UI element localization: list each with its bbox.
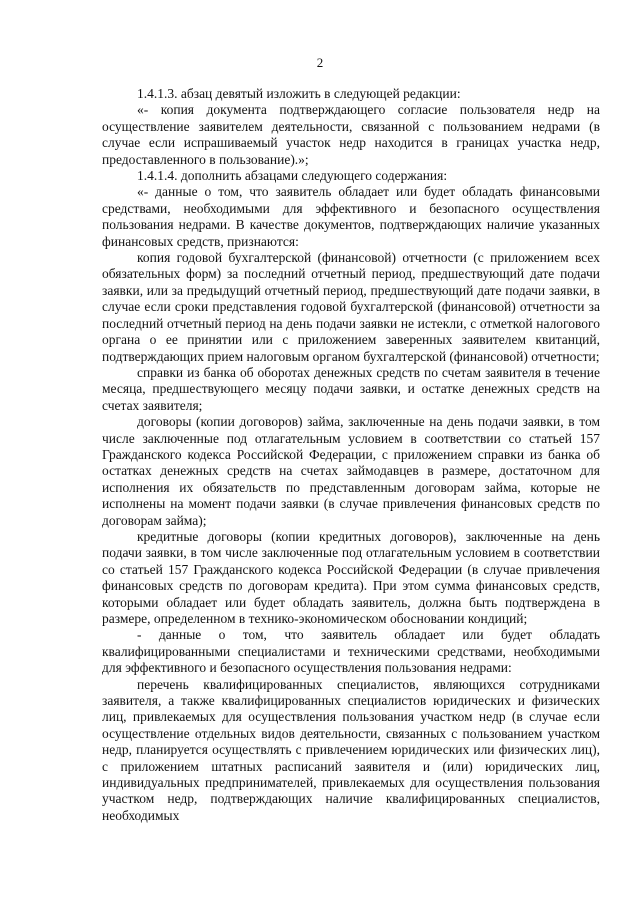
paragraph: кредитные договоры (копии кредитных договоров), заключенные на день подачи заявки, в том числе заключенные под отлагательным условием в соответствии со статьей 157 Гражданского кодекса Российской Федерации (в случае привлечения финансовых средств по договорам кредита). При этом сумма финансовых средств, которыми обладает или будет обладать заявитель, должна быть подтверждена в размере, определенном в технико-экономическом обосновании кондиций; (102, 528, 600, 626)
paragraph: 1.4.1.4. дополнить абзацами следующего содержания: (137, 168, 448, 184)
paragraph: «- данные о том, что заявитель обладает или будет обладать финансовыми средствами, необходимыми для эффективного и безопасного осуществления пользования недрами. В качестве документов, подтверждающих наличие указанных финансовых средств, признаются: (102, 184, 600, 249)
paragraph: «- копия документа подтверждающего согласие пользователя недр на осуществление заявителем деятельности, связанной с пользованием недрами (в случае если испрашиваемый участок недр находится в границах участка недр, предоставленного в пользование).»; (102, 102, 600, 167)
page-number: 2 (316, 55, 324, 70)
paragraph: перечень квалифицированных специалистов, являющихся сотрудниками заявителя, а также квалифицированных специалистов юридических и физических лиц, привлекаемых для осуществления пользования участком недр (в случае если осуществление отдельных видов деятельности, связанных с пользованием участком недр, планируется осуществлять с привлечением юридических или физических лиц), с приложением штатных расписаний заявителя и (или) юридических лиц, индивидуальных предпринимателей, привлекаемых для осуществления пользования участком недр, подтверждающих наличие квалифицированных специалистов, необходимых (102, 676, 600, 823)
paragraph: копия годовой бухгалтерской (финансовой) отчетности (с приложением всех обязательных форм) за последний отчетный период, предшествующий дате подачи заявки, или за предыдущий отчетный период, предшествующий дате подачи заявки, в случае если сроки представления годовой бухгалтерской (финансовой) отчетности за последний отчетный период на день подачи заявки не истекли, с отметкой налогового органа о ее принятии или с приложением заверенных заявителем квитанций, подтверждающих прием налоговым органом бухгалтерской (финансовой) отчетности; (102, 250, 600, 364)
paragraph: договоры (копии договоров) займа, заключенные на день подачи заявки, в том числе заключенные под отлагательным условием в соответствии со статьей 157 Гражданского кодекса Российской Федерации, с приложением справки из банка об остатках денежных средств на счетах займодавцев в размере, достаточном для исполнения их обязательств по представленным договорам займа, которые не исполнены на момент подачи заявки (в случае привлечения финансовых средств по договорам займа); (102, 414, 600, 528)
document-body (102, 86, 600, 824)
paragraph: 1.4.1.3. абзац девятый изложить в следующей редакции: (137, 86, 461, 101)
paragraph: справки из банка об оборотах денежных средств по счетам заявителя в течение месяца, предшествующего месяцу подачи заявки, и остатке денежных средств на счетах заявителя; (102, 364, 600, 413)
paragraph: - данные о том, что заявитель обладает или будет обладать квалифицированными специалистами и техническими средствами, необходимыми для эффективного и безопасного осуществления пользования недрами: (102, 627, 600, 676)
